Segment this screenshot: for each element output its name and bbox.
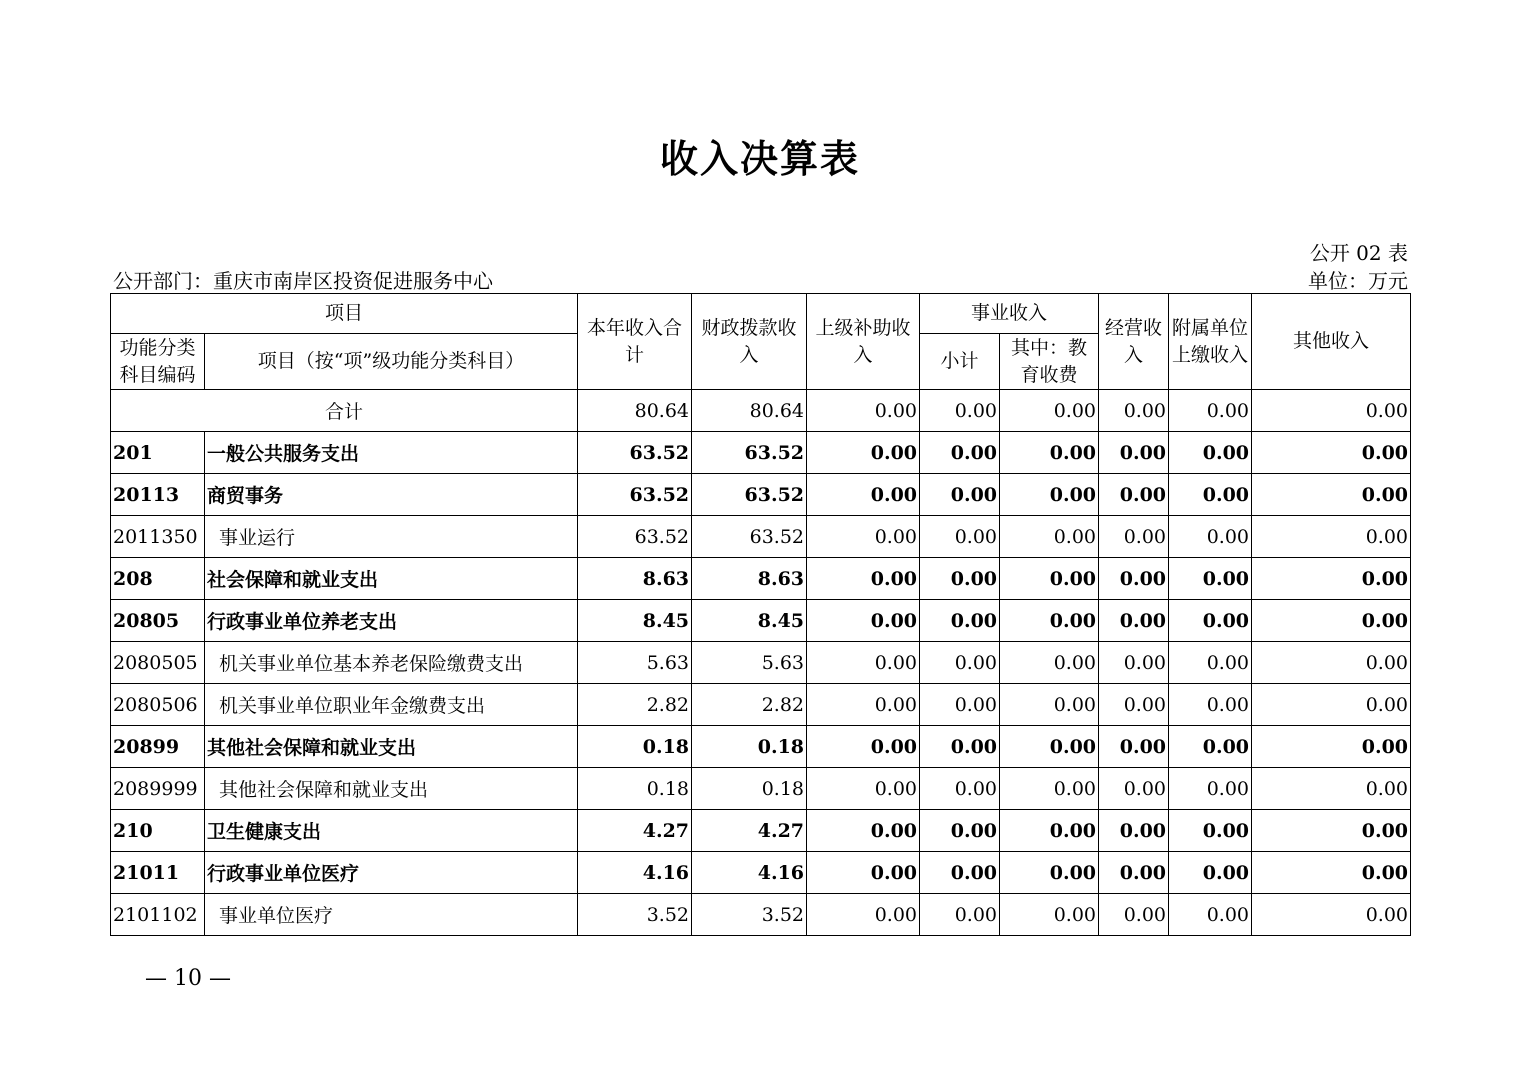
row-name: 商贸事务 xyxy=(205,474,578,516)
row-value-cell: 8.63 xyxy=(578,558,692,600)
row-value-cell: 0.00 xyxy=(1099,642,1169,684)
header-business-subtotal: 小计 xyxy=(920,334,1000,390)
row-name: 机关事业单位基本养老保险缴费支出 xyxy=(205,642,578,684)
table-row xyxy=(111,642,1411,684)
unit-label: 单位：万元 xyxy=(1308,269,1408,293)
row-value-cell: 0.00 xyxy=(1252,726,1411,768)
row-value-cell: 0.00 xyxy=(1169,894,1252,936)
total-cell: 0.00 xyxy=(1099,390,1169,432)
row-name: 其他社会保障和就业支出 xyxy=(205,726,578,768)
table-row xyxy=(111,894,1411,936)
table-row xyxy=(111,684,1411,726)
row-name: 事业单位医疗 xyxy=(205,894,578,936)
page-number: — 10 — xyxy=(145,966,231,991)
row-value-cell: 0.00 xyxy=(1252,474,1411,516)
row-name: 事业运行 xyxy=(205,516,578,558)
row-value-cell: 0.00 xyxy=(807,600,920,642)
row-value-cell: 8.45 xyxy=(578,600,692,642)
row-value-cell: 4.16 xyxy=(692,852,807,894)
row-value-cell: 0.00 xyxy=(1099,726,1169,768)
row-value-cell: 0.00 xyxy=(1000,894,1099,936)
row-code: 208 xyxy=(111,558,205,600)
income-table xyxy=(110,293,1411,936)
row-value-cell: 0.00 xyxy=(1099,432,1169,474)
row-value-cell: 0.00 xyxy=(920,642,1000,684)
row-name: 一般公共服务支出 xyxy=(205,432,578,474)
row-value-cell: 0.00 xyxy=(807,642,920,684)
row-value-cell: 0.00 xyxy=(1000,600,1099,642)
total-label: 合计 xyxy=(111,390,578,432)
header-superior-subsidy: 上级补助收入 xyxy=(807,294,920,390)
row-code: 2011350 xyxy=(111,516,205,558)
row-value-cell: 63.52 xyxy=(692,516,807,558)
row-value-cell: 0.00 xyxy=(920,852,1000,894)
row-value-cell: 0.00 xyxy=(920,768,1000,810)
row-value-cell: 0.00 xyxy=(1169,642,1252,684)
row-value-cell: 0.00 xyxy=(1169,684,1252,726)
row-value-cell: 0.00 xyxy=(1000,432,1099,474)
row-value-cell: 0.00 xyxy=(1169,810,1252,852)
row-value-cell: 0.00 xyxy=(1000,516,1099,558)
row-value-cell: 0.00 xyxy=(1252,432,1411,474)
row-code: 20899 xyxy=(111,726,205,768)
row-value-cell: 63.52 xyxy=(578,516,692,558)
table-row xyxy=(111,852,1411,894)
row-name: 卫生健康支出 xyxy=(205,810,578,852)
row-value-cell: 0.00 xyxy=(807,852,920,894)
row-value-cell: 0.00 xyxy=(920,726,1000,768)
row-value-cell: 0.00 xyxy=(1099,600,1169,642)
row-name: 其他社会保障和就业支出 xyxy=(205,768,578,810)
row-code: 210 xyxy=(111,810,205,852)
header-affiliated: 附属单位上缴收入 xyxy=(1169,294,1252,390)
table-row xyxy=(111,768,1411,810)
row-value-cell: 0.00 xyxy=(1000,852,1099,894)
row-value-cell: 3.52 xyxy=(692,894,807,936)
row-value-cell: 63.52 xyxy=(692,432,807,474)
row-value-cell: 63.52 xyxy=(692,474,807,516)
row-value-cell: 4.27 xyxy=(692,810,807,852)
row-value-cell: 0.00 xyxy=(807,768,920,810)
total-cell: 0.00 xyxy=(1000,390,1099,432)
row-value-cell: 0.00 xyxy=(807,558,920,600)
total-cell: 0.00 xyxy=(1252,390,1411,432)
row-value-cell: 0.00 xyxy=(1252,558,1411,600)
header-business-group: 事业收入 xyxy=(920,294,1099,334)
row-name: 行政事业单位医疗 xyxy=(205,852,578,894)
row-value-cell: 0.00 xyxy=(1099,852,1169,894)
row-value-cell: 0.00 xyxy=(807,684,920,726)
row-value-cell: 0.00 xyxy=(1000,642,1099,684)
header-item-group: 项目 xyxy=(111,294,578,334)
row-value-cell: 2.82 xyxy=(692,684,807,726)
row-name: 社会保障和就业支出 xyxy=(205,558,578,600)
row-code: 201 xyxy=(111,432,205,474)
total-row xyxy=(111,390,1411,432)
row-code: 2101102 xyxy=(111,894,205,936)
row-value-cell: 0.00 xyxy=(920,894,1000,936)
row-value-cell: 5.63 xyxy=(578,642,692,684)
total-cell: 80.64 xyxy=(692,390,807,432)
row-value-cell: 0.00 xyxy=(1000,558,1099,600)
table-row xyxy=(111,810,1411,852)
header-other: 其他收入 xyxy=(1252,294,1411,390)
row-code: 2089999 xyxy=(111,768,205,810)
row-value-cell: 0.00 xyxy=(1169,516,1252,558)
header-business-edu: 其中：教育收费 xyxy=(1000,334,1099,390)
table-row xyxy=(111,600,1411,642)
header-name: 项目（按“项”级功能分类科目） xyxy=(205,334,578,390)
row-value-cell: 4.16 xyxy=(578,852,692,894)
row-name: 行政事业单位养老支出 xyxy=(205,600,578,642)
row-value-cell: 0.00 xyxy=(1252,768,1411,810)
row-value-cell: 0.00 xyxy=(807,726,920,768)
row-value-cell: 0.00 xyxy=(1252,642,1411,684)
row-value-cell: 0.00 xyxy=(920,684,1000,726)
row-value-cell: 0.00 xyxy=(1252,516,1411,558)
row-value-cell: 0.00 xyxy=(1099,474,1169,516)
row-value-cell: 0.18 xyxy=(578,768,692,810)
table-row xyxy=(111,432,1411,474)
row-value-cell: 0.18 xyxy=(578,726,692,768)
row-value-cell: 0.00 xyxy=(807,810,920,852)
row-value-cell: 0.00 xyxy=(1169,432,1252,474)
row-value-cell: 0.00 xyxy=(1252,600,1411,642)
row-value-cell: 0.00 xyxy=(807,474,920,516)
row-value-cell: 0.00 xyxy=(807,894,920,936)
row-value-cell: 0.00 xyxy=(1000,684,1099,726)
row-value-cell: 0.00 xyxy=(1169,600,1252,642)
row-value-cell: 0.00 xyxy=(920,516,1000,558)
row-value-cell: 0.00 xyxy=(1099,768,1169,810)
row-value-cell: 0.00 xyxy=(807,432,920,474)
row-value-cell: 0.00 xyxy=(1169,768,1252,810)
row-value-cell: 8.45 xyxy=(692,600,807,642)
table-row xyxy=(111,558,1411,600)
row-value-cell: 63.52 xyxy=(578,474,692,516)
row-value-cell: 0.00 xyxy=(1252,894,1411,936)
row-value-cell: 0.00 xyxy=(1169,558,1252,600)
row-value-cell: 0.00 xyxy=(1099,810,1169,852)
total-cell: 80.64 xyxy=(578,390,692,432)
table-row xyxy=(111,474,1411,516)
row-value-cell: 0.00 xyxy=(1169,474,1252,516)
row-value-cell: 5.63 xyxy=(692,642,807,684)
row-value-cell: 0.00 xyxy=(1000,726,1099,768)
row-value-cell: 3.52 xyxy=(578,894,692,936)
row-code: 21011 xyxy=(111,852,205,894)
department-label: 公开部门：重庆市南岸区投资促进服务中心 xyxy=(113,269,493,293)
row-value-cell: 0.00 xyxy=(1099,558,1169,600)
row-value-cell: 63.52 xyxy=(578,432,692,474)
row-code: 2080506 xyxy=(111,684,205,726)
row-value-cell: 0.00 xyxy=(1000,768,1099,810)
header-code: 功能分类科目编码 xyxy=(111,334,205,390)
row-value-cell: 0.00 xyxy=(1169,852,1252,894)
total-cell: 0.00 xyxy=(920,390,1000,432)
table-body xyxy=(111,390,1411,936)
row-code: 2080505 xyxy=(111,642,205,684)
row-value-cell: 0.00 xyxy=(807,516,920,558)
row-value-cell: 4.27 xyxy=(578,810,692,852)
row-code: 20805 xyxy=(111,600,205,642)
row-value-cell: 0.00 xyxy=(1000,810,1099,852)
form-number: 公开 02 表 xyxy=(1309,241,1408,265)
total-cell: 0.00 xyxy=(1169,390,1252,432)
page-title: 收入决算表 xyxy=(659,136,860,181)
header-total-income: 本年收入合计 xyxy=(578,294,692,390)
row-value-cell: 0.00 xyxy=(920,432,1000,474)
row-value-cell: 0.00 xyxy=(1099,516,1169,558)
row-value-cell: 0.18 xyxy=(692,768,807,810)
row-value-cell: 0.18 xyxy=(692,726,807,768)
row-name: 机关事业单位职业年金缴费支出 xyxy=(205,684,578,726)
row-value-cell: 0.00 xyxy=(1099,684,1169,726)
row-value-cell: 0.00 xyxy=(1252,684,1411,726)
header-operating: 经营收入 xyxy=(1099,294,1169,390)
row-value-cell: 0.00 xyxy=(1252,810,1411,852)
table-row xyxy=(111,516,1411,558)
row-value-cell: 0.00 xyxy=(1169,726,1252,768)
row-value-cell: 0.00 xyxy=(920,474,1000,516)
row-value-cell: 0.00 xyxy=(920,810,1000,852)
table-row xyxy=(111,726,1411,768)
row-code: 20113 xyxy=(111,474,205,516)
row-value-cell: 0.00 xyxy=(920,558,1000,600)
row-value-cell: 0.00 xyxy=(1252,852,1411,894)
table-header xyxy=(111,294,1411,390)
row-value-cell: 8.63 xyxy=(692,558,807,600)
row-value-cell: 0.00 xyxy=(1000,474,1099,516)
header-fiscal: 财政拨款收入 xyxy=(692,294,807,390)
row-value-cell: 2.82 xyxy=(578,684,692,726)
total-cell: 0.00 xyxy=(807,390,920,432)
row-value-cell: 0.00 xyxy=(920,600,1000,642)
row-value-cell: 0.00 xyxy=(1099,894,1169,936)
